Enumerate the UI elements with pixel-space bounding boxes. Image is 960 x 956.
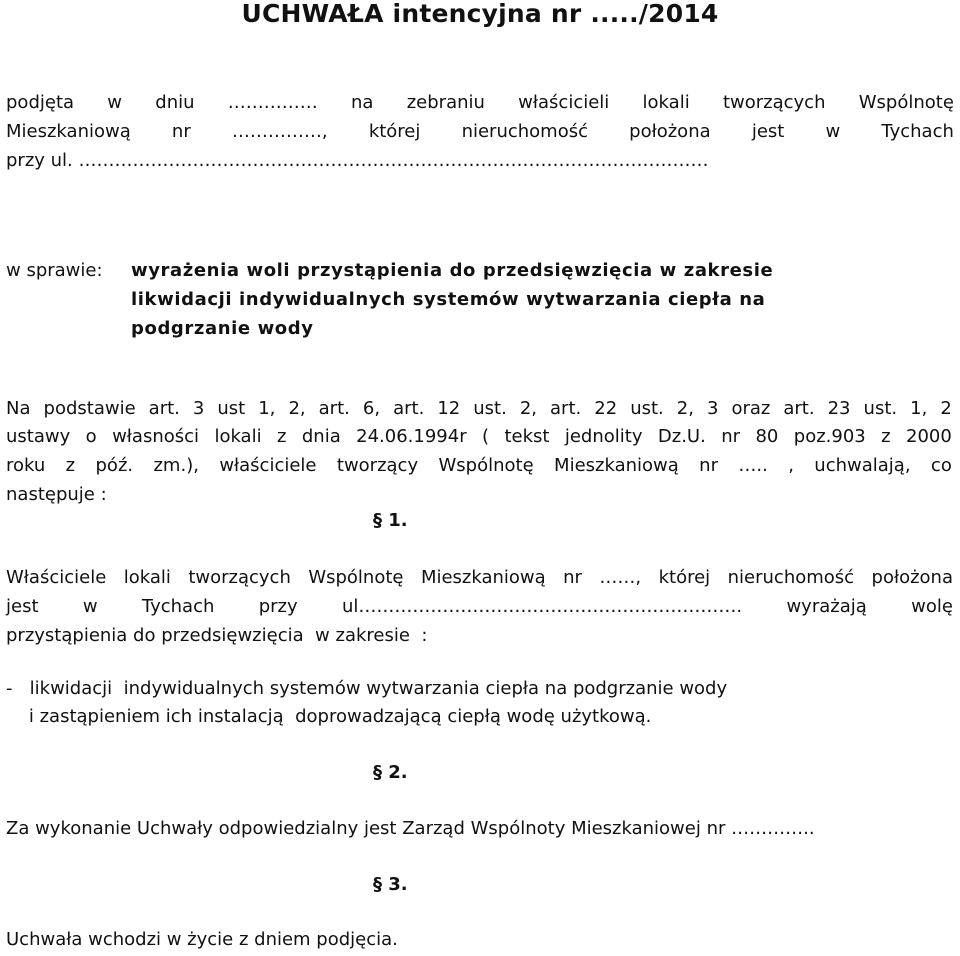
subject-line-2: likwidacji indywidualnych systemów wytwarzania ciepła na — [131, 289, 766, 310]
word: 2, — [519, 398, 538, 419]
word: ul………………………………………………………. — [341, 596, 743, 617]
word: Wspólnotę — [308, 567, 404, 588]
word: ustawy — [6, 426, 71, 447]
word: lokali — [642, 92, 690, 113]
section-1-heading: § 1. — [373, 510, 408, 531]
word: poz.903 — [793, 426, 866, 447]
word: 6, — [362, 398, 381, 419]
basis-line-2 — [6, 426, 952, 447]
word: ust. — [630, 398, 664, 419]
word: nieruchomość — [461, 121, 588, 142]
word: Na — [6, 398, 31, 419]
word: …………… — [227, 92, 318, 113]
word: ust. — [473, 398, 507, 419]
word: Wspólnotę — [858, 92, 954, 113]
word: położona — [629, 121, 711, 142]
word: w — [107, 92, 123, 113]
word: nr — [563, 567, 582, 588]
word: wyrażają — [786, 596, 867, 617]
preamble-line-1 — [6, 92, 954, 113]
word: tworzących — [188, 567, 291, 588]
word: ……………, — [231, 121, 328, 142]
word: art. — [318, 398, 350, 419]
word: lokali — [123, 567, 171, 588]
word: art. — [783, 398, 815, 419]
word: ……, — [599, 567, 642, 588]
word: ( — [482, 426, 490, 447]
word: z — [277, 426, 287, 447]
word: nr — [699, 455, 718, 476]
word: przy — [258, 596, 298, 617]
word: 3 — [706, 398, 719, 419]
word: której — [658, 567, 711, 588]
word: 12 — [437, 398, 461, 419]
word: co — [930, 455, 952, 476]
word: dnia — [301, 426, 341, 447]
section-3-text: Uchwała wchodzi w życie z dniem podjęcia. — [6, 929, 398, 950]
word: uchwalają, — [814, 455, 911, 476]
word: jest — [751, 121, 785, 142]
word: Dz.U. — [657, 426, 706, 447]
word: ust — [217, 398, 246, 419]
subject-line-3: podgrzanie wody — [131, 318, 314, 339]
subject-label: w sprawie: — [6, 260, 103, 281]
word: art. — [393, 398, 425, 419]
word: nr — [721, 426, 741, 447]
section-2-text: Za wykonanie Uchwały odpowiedzialny jest Zarząd Wspólnoty Mieszkaniowej nr ………….. — [6, 818, 815, 839]
document-title: UCHWAŁA intencyjna nr ...../2014 — [241, 0, 719, 28]
word: podjęta — [6, 92, 75, 113]
preamble-line-3: przy ul. …………………………………………………………………………………………… — [6, 150, 709, 171]
word: oraz — [731, 398, 771, 419]
preamble-line-2 — [6, 121, 954, 142]
word: wolę — [911, 596, 953, 617]
word: tworzących — [722, 92, 826, 113]
word: 2, — [288, 398, 306, 419]
section-1-line-1 — [6, 567, 953, 588]
section-3-heading: § 3. — [373, 874, 408, 895]
word: 80 — [755, 426, 779, 447]
word: jednolity — [564, 426, 643, 447]
word: roku — [6, 455, 46, 476]
word: 24.06.1994r — [356, 426, 467, 447]
section-1-bullet-1: - likwidacji indywidualnych systemów wytwarzania ciepła na podgrzanie wody — [6, 678, 728, 699]
section-1-bullet-2: i zastąpieniem ich instalacją doprowadzającą ciepłą wodę użytkową. — [6, 706, 652, 727]
word: podstawie — [43, 398, 136, 419]
word: z — [881, 426, 891, 447]
word: Tychach — [881, 121, 954, 142]
word: Mieszkaniową — [420, 567, 546, 588]
basis-line-3 — [6, 455, 952, 476]
word: nieruchomość — [727, 567, 855, 588]
word: Tychach — [141, 596, 215, 617]
section-1-line-3: przystąpienia do przedsięwzięcia w zakresie : — [6, 625, 428, 646]
word: 2 — [940, 398, 952, 419]
word: jest — [6, 596, 39, 617]
word: 23 — [827, 398, 851, 419]
word: 3 — [192, 398, 205, 419]
word: na — [351, 92, 374, 113]
word: ust. — [863, 398, 898, 419]
subject-line-1: wyrażenia woli przystąpienia do przedsięwzięcia w zakresie — [131, 260, 774, 281]
section-1-line-2 — [6, 596, 953, 617]
word: 2, — [676, 398, 694, 419]
word: art. — [148, 398, 180, 419]
basis-line-4: następuje : — [6, 484, 107, 505]
word: tworzący — [336, 455, 419, 476]
word: właściciele — [219, 455, 317, 476]
word: z — [65, 455, 76, 476]
word: Wspólnotę — [438, 455, 534, 476]
word: art. — [550, 398, 582, 419]
word: zebraniu — [406, 92, 485, 113]
word: 1, — [910, 398, 928, 419]
word: w — [825, 121, 841, 142]
word: tekst — [504, 426, 550, 447]
word: własności — [112, 426, 200, 447]
word: Właściciele — [6, 567, 107, 588]
word: położona — [871, 567, 953, 588]
word: póź. — [95, 455, 134, 476]
word: ….. — [738, 455, 768, 476]
word: zm.), — [153, 455, 199, 476]
section-2-heading: § 2. — [373, 762, 408, 783]
word: Mieszkaniową — [6, 121, 131, 142]
word: właścicieli — [518, 92, 610, 113]
word: dniu — [155, 92, 195, 113]
word: Mieszkaniową — [554, 455, 679, 476]
word: o — [85, 426, 97, 447]
word: 22 — [594, 398, 618, 419]
word: 2000 — [906, 426, 952, 447]
word: 1, — [258, 398, 276, 419]
basis-line-1 — [6, 398, 952, 419]
word: , — [788, 455, 794, 476]
word: której — [368, 121, 421, 142]
word: w — [82, 596, 98, 617]
word: lokali — [214, 426, 262, 447]
word: nr — [171, 121, 191, 142]
